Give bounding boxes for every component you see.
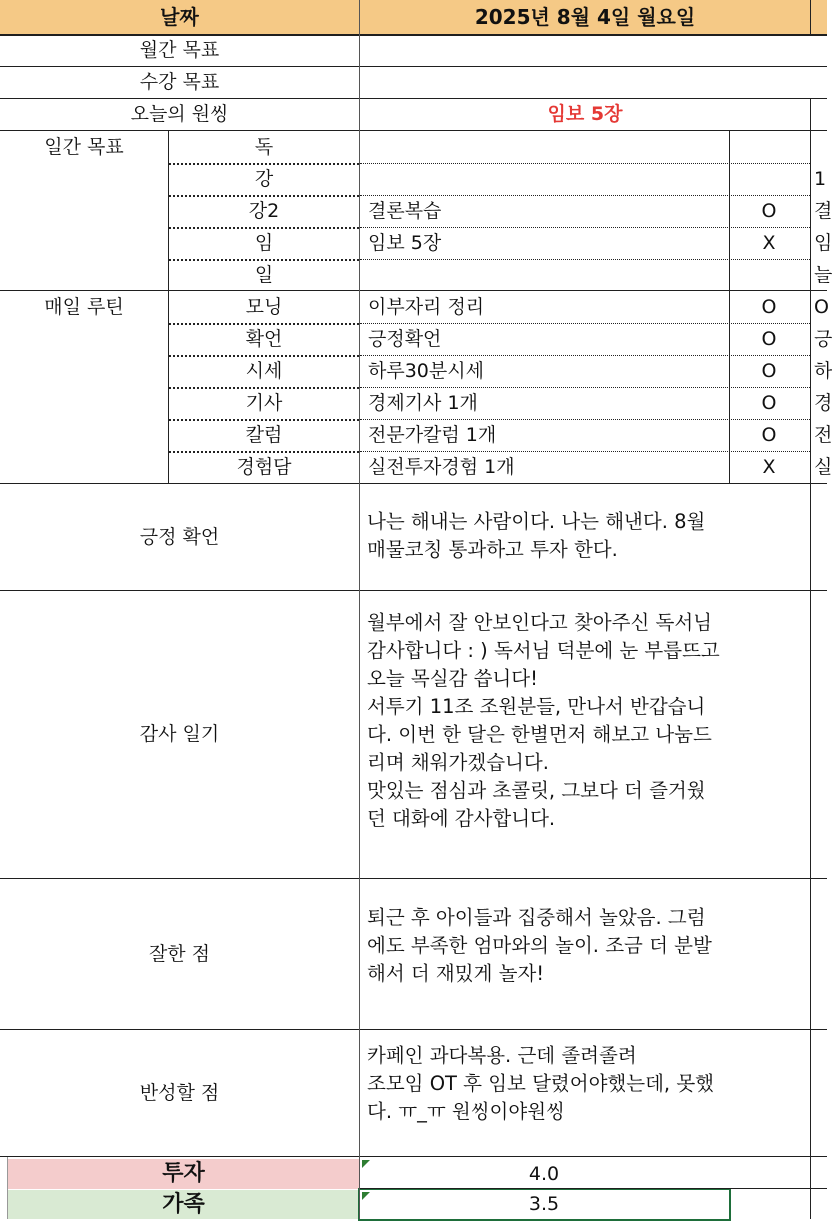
daily-extra-3[interactable]: 결 bbox=[814, 199, 832, 222]
reflect-text[interactable] bbox=[367, 1042, 807, 1126]
routine-task-3[interactable]: 하루30분시세 bbox=[368, 359, 484, 382]
oneshot-label[interactable]: 오늘의 원씽 bbox=[130, 103, 229, 125]
monthly-goal-label[interactable]: 월간 목표 bbox=[139, 39, 220, 61]
routine-cat-4[interactable]: 기사 bbox=[245, 391, 283, 414]
gratitude-line: 서투기 11조 조원분들, 만나서 반갑습니 bbox=[367, 695, 706, 718]
routine-task-2[interactable]: 긍정확언 bbox=[368, 327, 442, 350]
routine-extra-4[interactable]: 경 bbox=[814, 391, 832, 414]
course-goal-value[interactable] bbox=[360, 67, 827, 98]
reflect-label[interactable]: 반성할 점 bbox=[139, 1081, 220, 1104]
gratitude-line: 오늘 목실감 씁니다! bbox=[367, 667, 538, 690]
routine-task-5[interactable]: 전문가칼럼 1개 bbox=[368, 423, 497, 446]
gratitude-line: 리며 채워가겠습니다. bbox=[367, 751, 549, 774]
gratitude-text[interactable] bbox=[367, 609, 807, 833]
daily-mark-4[interactable]: X bbox=[762, 231, 776, 254]
daily-extra-5[interactable]: 늘 bbox=[814, 263, 832, 286]
daily-cat-2[interactable]: 강 bbox=[254, 167, 274, 190]
daily-mark-5[interactable] bbox=[729, 259, 809, 291]
daily-goal-label[interactable]: 일간 목표 bbox=[44, 135, 124, 158]
score-value-invest[interactable]: 4.0 bbox=[528, 1162, 560, 1185]
good-line: 에도 부족한 엄마와의 놀이. 조금 더 분발 bbox=[367, 934, 712, 957]
daily-task-1[interactable] bbox=[360, 131, 728, 163]
good-label[interactable]: 잘한 점 bbox=[148, 942, 211, 965]
gratitude-label[interactable]: 감사 일기 bbox=[139, 723, 220, 745]
routine-mark-4[interactable]: O bbox=[761, 391, 777, 414]
daily-extra-1[interactable] bbox=[810, 131, 827, 163]
routine-cat-6[interactable]: 경험담 bbox=[236, 455, 292, 478]
daily-task-2[interactable] bbox=[360, 163, 728, 195]
daily-task-5[interactable] bbox=[360, 259, 728, 291]
good-line: 해서 더 재밌게 놀자! bbox=[367, 962, 545, 985]
gratitude-line: 맛있는 점심과 초콜릿, 그보다 더 즐거웠 bbox=[367, 779, 706, 802]
routine-mark-6[interactable]: X bbox=[762, 455, 776, 478]
routine-mark-5[interactable]: O bbox=[761, 423, 777, 446]
monthly-goal-value[interactable] bbox=[360, 35, 827, 66]
routine-extra-1[interactable]: O bbox=[814, 295, 829, 318]
score-value-family[interactable]: 3.5 bbox=[528, 1193, 560, 1215]
daily-mark-3[interactable]: O bbox=[761, 199, 777, 222]
score-label-invest[interactable]: 투자 bbox=[8, 1159, 359, 1189]
routine-extra-6[interactable]: 실 bbox=[814, 455, 832, 478]
daily-mark-1[interactable] bbox=[729, 131, 809, 163]
reflect-line: 카페인 과다복용. 근데 졸려졸려 bbox=[367, 1044, 637, 1067]
daily-mark-2[interactable] bbox=[729, 163, 809, 195]
routine-task-1[interactable]: 이부자리 정리 bbox=[368, 295, 485, 318]
daily-task-4[interactable]: 임보 5장 bbox=[368, 231, 442, 254]
daily-extra-4[interactable]: 임 bbox=[814, 231, 832, 254]
affirmation-line: 매물코칭 통과하고 투자 한다. bbox=[367, 538, 618, 561]
affirmation-text[interactable] bbox=[367, 508, 807, 564]
reflect-line: 조모임 OT 후 임보 달렸어야했는데, 못했 bbox=[367, 1072, 715, 1095]
oneshot-value[interactable]: 임보 5장 bbox=[547, 103, 623, 125]
reflect-line: 다. ㅠ_ㅠ 원씽이야원씽 bbox=[367, 1100, 565, 1123]
header-overflow-cell[interactable] bbox=[811, 0, 827, 34]
affirmation-line: 나는 해내는 사람이다. 나는 해낸다. 8월 bbox=[367, 510, 706, 533]
course-goal-label[interactable]: 수강 목표 bbox=[139, 71, 220, 93]
routine-label[interactable]: 매일 루틴 bbox=[44, 295, 124, 318]
good-text[interactable] bbox=[367, 904, 807, 988]
comment-marker-icon bbox=[362, 1160, 370, 1168]
date-label-cell[interactable]: 날짜 bbox=[0, 0, 359, 34]
gratitude-line: 던 대화에 감사합니다. bbox=[367, 807, 556, 830]
daily-cat-5[interactable]: 일 bbox=[254, 263, 274, 286]
routine-extra-5[interactable]: 전 bbox=[814, 423, 832, 446]
gratitude-line: 다. 이번 한 달은 한별먼저 해보고 나눔드 bbox=[367, 723, 712, 746]
selected-cell-outline[interactable] bbox=[358, 1188, 731, 1221]
daily-extra-2[interactable]: 1 bbox=[814, 167, 827, 190]
routine-cat-2[interactable]: 확언 bbox=[245, 327, 283, 350]
routine-mark-3[interactable]: O bbox=[761, 359, 777, 382]
good-line: 퇴근 후 아이들과 집중해서 놀았음. 그럼 bbox=[367, 906, 706, 929]
score-label-family[interactable]: 가족 bbox=[8, 1190, 359, 1219]
routine-task-4[interactable]: 경제기사 1개 bbox=[368, 391, 478, 414]
daily-cat-1[interactable]: 독 bbox=[254, 135, 274, 158]
routine-extra-3[interactable]: 하 bbox=[814, 359, 832, 382]
daily-task-3[interactable]: 결론복습 bbox=[368, 199, 442, 222]
gratitude-line: 월부에서 잘 안보인다고 찾아주신 독서님 bbox=[367, 611, 713, 634]
routine-cat-1[interactable]: 모닝 bbox=[245, 295, 283, 318]
date-value-cell[interactable]: 2025년 8월 4일 월요일 bbox=[360, 0, 810, 34]
gratitude-line: 감사합니다 : ) 독서님 덕분에 눈 부릅뜨고 bbox=[367, 639, 720, 662]
routine-cat-3[interactable]: 시세 bbox=[245, 359, 283, 382]
routine-cat-5[interactable]: 칼럼 bbox=[245, 423, 283, 446]
daily-cat-4[interactable]: 임 bbox=[254, 231, 274, 254]
routine-mark-1[interactable]: O bbox=[761, 295, 777, 318]
routine-extra-2[interactable]: 긍 bbox=[814, 327, 832, 350]
routine-task-6[interactable]: 실전투자경험 1개 bbox=[368, 455, 515, 478]
affirmation-label[interactable]: 긍정 확언 bbox=[139, 525, 220, 548]
routine-mark-2[interactable]: O bbox=[761, 327, 777, 350]
daily-cat-3[interactable]: 강2 bbox=[248, 199, 280, 222]
